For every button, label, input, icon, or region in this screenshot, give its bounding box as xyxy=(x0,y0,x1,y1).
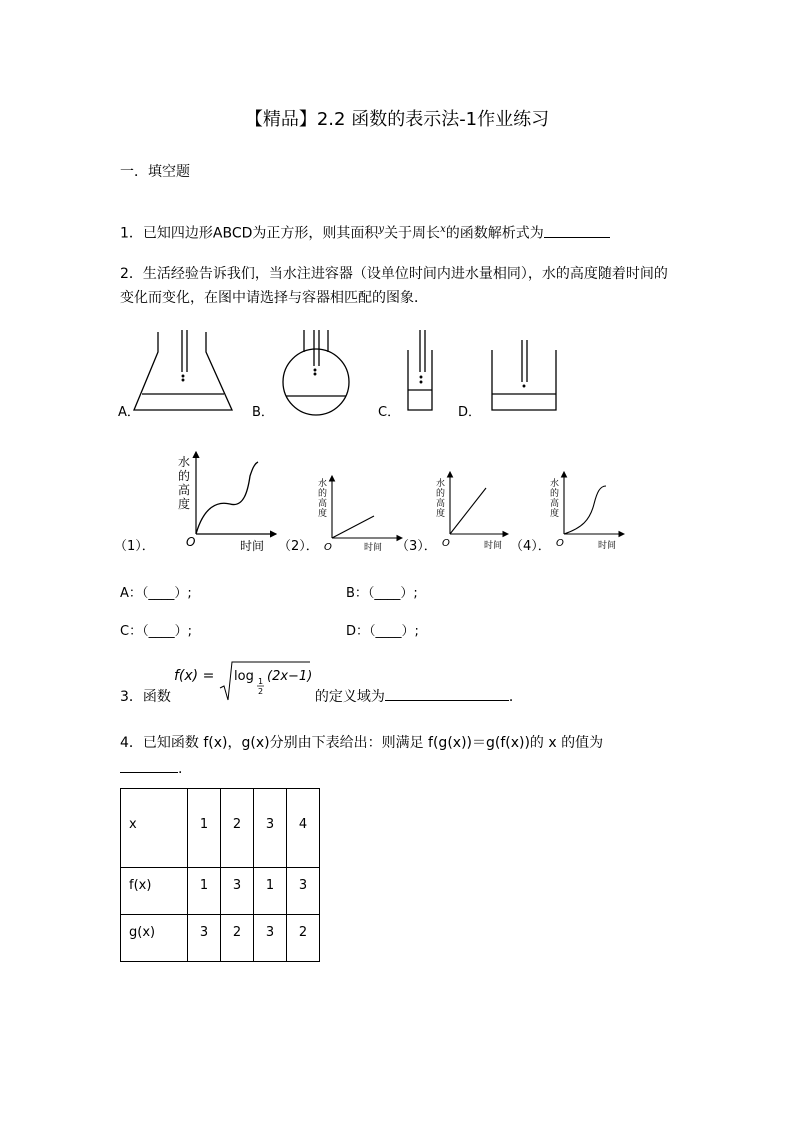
graph-3-ylabel-0: 水 xyxy=(436,479,446,489)
q3-formula-subden: 2 xyxy=(258,687,264,696)
table-cell: 1 xyxy=(199,817,209,832)
graph-3-ylabel-2: 高 xyxy=(436,499,446,509)
graph-label-1: （1）． xyxy=(114,539,155,554)
function-table xyxy=(120,788,320,962)
question-2: 2．生活经验告诉我们，当水注进容器（设单位时间内进水量相同），水的高度随着时间的变化而变化，在图中请选择与容器相匹配的图象． xyxy=(120,266,668,306)
container-d-icon xyxy=(492,340,556,410)
table-cell: 2 xyxy=(232,925,242,940)
question-1 xyxy=(120,218,610,246)
container-label-a: A． xyxy=(118,405,140,420)
table-cell: f(x) xyxy=(129,878,152,893)
q3-end: ． xyxy=(508,689,523,705)
q3-pre: 3．函数 xyxy=(120,689,171,705)
q3-formula-arg: (2x−1) xyxy=(267,669,313,684)
table-row xyxy=(121,789,320,868)
graph-1-origin: O xyxy=(186,535,196,549)
graph-1-ylabel-0: 水 xyxy=(178,455,191,469)
graph-4 xyxy=(564,472,624,534)
table-cell: 3 xyxy=(199,925,209,940)
graph-2 xyxy=(332,476,402,538)
graph-1-ylabel-1: 的 xyxy=(178,469,191,483)
graph-1 xyxy=(196,452,276,534)
graph-4-origin: O xyxy=(556,538,564,549)
graph-1-ylabel-3: 度 xyxy=(178,497,191,511)
graph-3-ylabel-1: 的 xyxy=(436,489,446,499)
graph-2-ylabel-1: 的 xyxy=(318,489,328,499)
q1-answer-blank[interactable] xyxy=(544,237,610,238)
container-c-icon xyxy=(408,330,432,410)
graph-label-2: （2）． xyxy=(278,539,319,554)
q4-end: . xyxy=(178,761,183,777)
containers-figure xyxy=(112,322,582,427)
graph-4-ylabel-1: 的 xyxy=(550,489,560,499)
graph-1-ylabel-2: 高 xyxy=(178,483,191,497)
question-4 xyxy=(120,730,690,782)
table-cell: 2 xyxy=(298,925,308,940)
q1-mid: 关于周长 xyxy=(384,225,441,242)
answer-b[interactable]: B：（____）; xyxy=(346,586,418,601)
graph-4-ylabel-0: 水 xyxy=(550,479,560,489)
q3-formula-lhs: f(x) = xyxy=(174,668,215,684)
question-3 xyxy=(120,686,523,706)
table-cell: 1 xyxy=(199,878,209,893)
q3-formula-log: log xyxy=(234,669,254,684)
table-cell: 2 xyxy=(232,817,242,832)
graphs-figure xyxy=(112,446,632,558)
q1-post: 的函数解析式为 xyxy=(445,225,544,242)
answer-a[interactable]: A：（____）; xyxy=(120,586,192,601)
container-label-d: D． xyxy=(458,405,482,420)
table-cell: 3 xyxy=(232,878,242,893)
container-b-icon xyxy=(283,330,349,415)
graph-2-origin: O xyxy=(324,542,332,553)
answer-c[interactable]: C：（____）; xyxy=(120,624,192,639)
table-cell: x xyxy=(129,817,137,832)
table-cell: 3 xyxy=(265,925,275,940)
graph-2-ylabel-0: 水 xyxy=(318,479,328,489)
table-cell: 4 xyxy=(298,817,308,832)
graph-2-ylabel-2: 高 xyxy=(318,499,328,509)
graph-2-ylabel-3: 度 xyxy=(318,509,328,519)
q3-post: 的定义域为 xyxy=(314,689,385,705)
graph-3-xlabel: 时间 xyxy=(484,541,503,551)
container-a-icon xyxy=(134,330,232,410)
graph-2-xlabel: 时间 xyxy=(364,543,383,553)
section-heading: 一．填空题 xyxy=(120,164,190,180)
table-cell: 1 xyxy=(265,878,275,893)
graph-3 xyxy=(450,472,508,534)
table-row xyxy=(121,868,320,915)
graph-4-ylabel-2: 高 xyxy=(550,499,560,509)
table-row xyxy=(121,915,320,962)
q4-answer-blank[interactable] xyxy=(120,772,178,773)
table-cell: 3 xyxy=(298,878,308,893)
graph-4-ylabel-3: 度 xyxy=(550,509,560,519)
q1-var-x: x xyxy=(440,224,446,235)
q3-formula-subnum: 1 xyxy=(258,677,264,686)
graph-label-3: （3）． xyxy=(396,539,437,554)
q3-answer-blank[interactable] xyxy=(385,700,509,701)
graph-label-4: （4）． xyxy=(510,539,551,554)
q1-var-y: y xyxy=(378,224,385,235)
table-cell: g(x) xyxy=(129,925,156,940)
graph-4-xlabel: 时间 xyxy=(598,541,617,551)
answer-d[interactable]: D：（____）; xyxy=(346,624,419,639)
graph-3-ylabel-3: 度 xyxy=(436,509,446,519)
page-title: 【精品】2.2 函数的表示法-1作业练习 xyxy=(244,109,550,130)
container-label-c: C． xyxy=(378,405,401,420)
graph-3-origin: O xyxy=(442,538,450,549)
table-cell: 3 xyxy=(265,817,275,832)
q4-text: 4．已知函数 f(x)，g(x)分别由下表给出：则满足 f(g(x))＝g(f(x))的 x 的值为 xyxy=(120,735,604,751)
graph-1-xlabel: 时间 xyxy=(240,539,265,553)
q1-pre: 1．已知四边形ABCD为正方形，则其面积 xyxy=(120,225,379,242)
container-label-b: B． xyxy=(252,405,274,420)
